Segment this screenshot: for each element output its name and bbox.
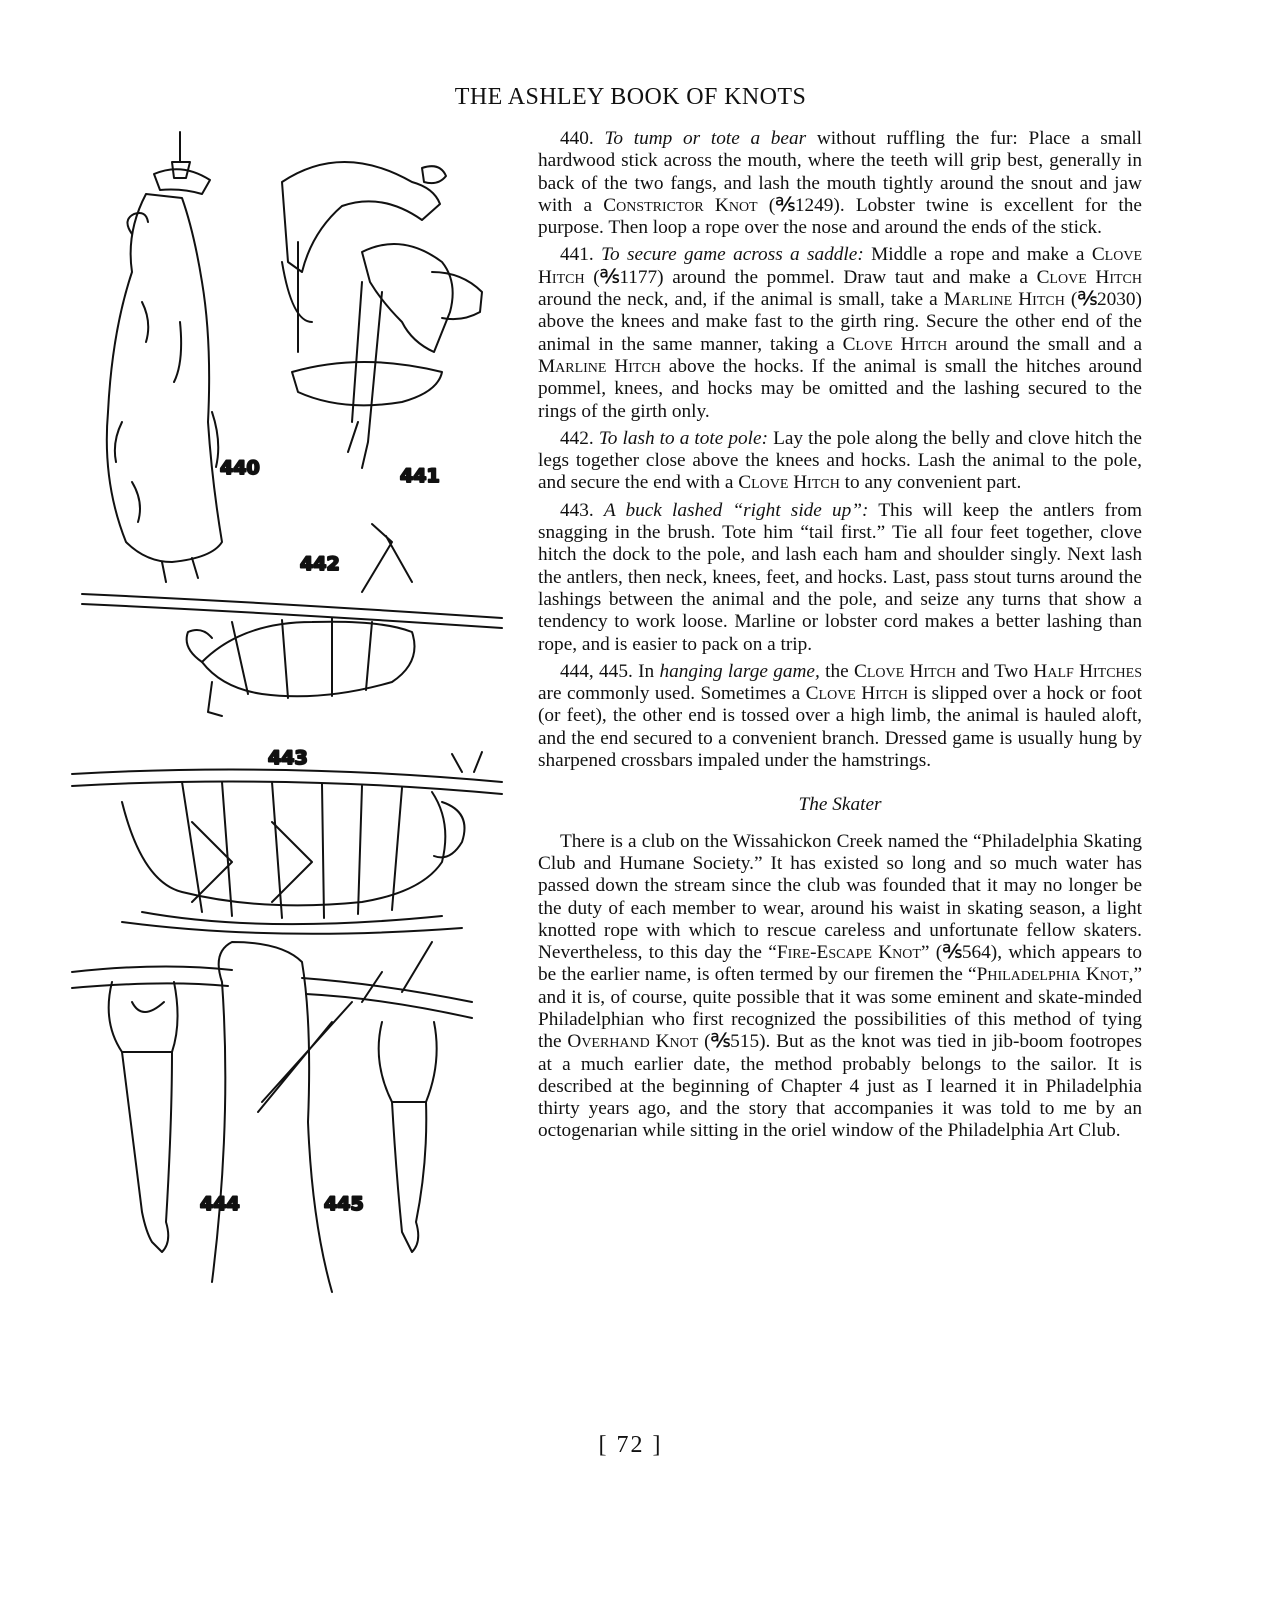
page-title: THE ASHLEY BOOK OF KNOTS [454, 84, 807, 110]
text-column [538, 128, 1142, 1148]
entry-number: 443. [560, 499, 594, 521]
entry-heading: To secure game across a saddle: [601, 244, 864, 266]
entry-heading: A buck lashed “right side up”: [603, 499, 869, 521]
figure-442-tote-pole-illustration [82, 524, 502, 716]
knot-name: Marline Hitch [943, 289, 1065, 311]
entry-heading: hanging large game, [659, 660, 820, 682]
knot-name: Marline Hitch [538, 355, 661, 377]
knot-name: Philadelphia Knot [976, 964, 1129, 986]
knot-name: Overhand Knot [567, 1031, 699, 1053]
entry-442: 442. To lash to a tote pole: Lay the pole along the belly and clove hitch the legs together close above the knees and hocks. Lash the animal to the pole, and secure the end with a Clove Hitch to any convenient part. [538, 427, 1142, 494]
skater-paragraph: There is a club on the Wissahickon Creek named the “Philadelphia Skating Club and Humane Society.” It has existed so long and so much water has passed down the stream since the club was founded that it may no longer be the duty of each member to wear, around his waist in skating season, a light knotted rope with which to rescue careless and unfortunate fellow skaters. Nevertheless, to this day the “Fire-Escape Knot” (℁564), which appears to be the earlier name, is often termed by our firemen the “Philadelphia Knot,” and it is, of course, quite possible that it was some eminent and skate-minded Philadelphian who first recognized the possibilities of this method of tying the Overhand Knot (℁515). But as the knot was tied in jib-boom footropes at a much earlier date, the method probably belongs to the sailor. It is described at the beginning of Chapter 4 just as I learned it in Philadelphia thirty years ago, and the story that accompanies it was told to me by an octogenarian while sitting in the oriel window of the Philadelphia Art Club. [538, 830, 1143, 1142]
entry-443: 443. A buck lashed “right side up”: This will keep the antlers from snagging in the brush. Tote him “tail first.” Tie all four feet together, clove hitch the dock to the pole, and lash each ham and shoulder singly. Next lash the antlers, then neck, knees, feet, and hocks. Last, pass stout turns around the lashings between the animal and the pole, and seize any turns that show a tendency to work loose. Marline or lobster cord makes a better lashing than rope, and is easier to pack on a trip. [538, 499, 1142, 655]
figure-443-buck-illustration [72, 752, 502, 934]
figure-441-saddle-illustration [282, 162, 482, 468]
page-number: [ 72 ] [598, 1432, 663, 1458]
knot-name: Clove Hitch [805, 683, 908, 705]
entry-heading: To tump or tote a bear [604, 128, 807, 149]
entry-heading: To lash to a tote pole: [598, 427, 769, 449]
entry-number: 440. [560, 128, 594, 149]
entry-number: 444, 445. [560, 660, 633, 682]
entry-441: 441. To secure game across a saddle: Middle a rope and make a Clove Hitch (℁1177) around the pommel. Draw taut and make a Clove Hitch around the neck, and, if the animal is small, take a Marline Hitch (℁2030) above the knees and make fast to the girth ring. Secure the other end of the animal in the same manner, taking a Clove Hitch around the small and a Marline Hitch above the hocks. If the animal is small the hitches around pommel, knees, and hocks may be omitted and the lashing secured to the rings of the girth only. [538, 244, 1142, 422]
figure-440-bear-illustration [107, 132, 222, 582]
illustrations-column [62, 122, 522, 1322]
skater-section [538, 831, 1142, 1143]
figure-444-445-hanging-illustration [72, 942, 472, 1292]
entry-440: 440. To tump or tote a bear without ruffling the fur: Place a small hardwood stick across the mouth, where the teeth will grip best, generally in back of the two fangs, and lash the mouth tightly around the snout and jaw with a Constrictor Knot (℁1249). Lobster twine is excellent for the purpose. Then loop a rope over the nose and around the ends of the stick. [538, 128, 1142, 239]
figure-label-442: 442 [300, 553, 340, 575]
figure-label-443: 443 [268, 747, 308, 769]
knot-name: Clove Hitch [853, 660, 957, 682]
knot-name: Constrictor Knot [603, 194, 758, 216]
figure-label-440: 440 [220, 457, 260, 479]
knot-name: Clove Hitch [842, 333, 948, 355]
figure-label-445: 445 [324, 1193, 364, 1215]
section-heading-the-skater: The Skater [798, 794, 882, 816]
figure-label-444: 444 [200, 1193, 240, 1215]
entry-number: 441. [560, 244, 594, 266]
knot-name: Clove Hitch [738, 472, 840, 494]
knot-name: Fire-Escape Knot [776, 942, 921, 964]
knot-name: Clove Hitch [1036, 266, 1142, 288]
entry-444-445: 444, 445. In hanging large game, the Clove Hitch and Two Half Hitches are commonly used. Sometimes a Clove Hitch is slipped over a hock or foot (or feet), the other end is tossed over a high limb, the animal is hauled aloft, and the end secured to a convenient branch. Dressed game is usually hung by sharpened crossbars impaled under the hamstrings. [538, 660, 1143, 772]
knot-illustrations [62, 122, 522, 1322]
figure-label-441: 441 [400, 465, 440, 487]
knot-name: Clove Hitch [538, 244, 1142, 288]
knot-name: Half Hitches [1033, 660, 1142, 682]
entry-number: 442. [560, 427, 594, 449]
